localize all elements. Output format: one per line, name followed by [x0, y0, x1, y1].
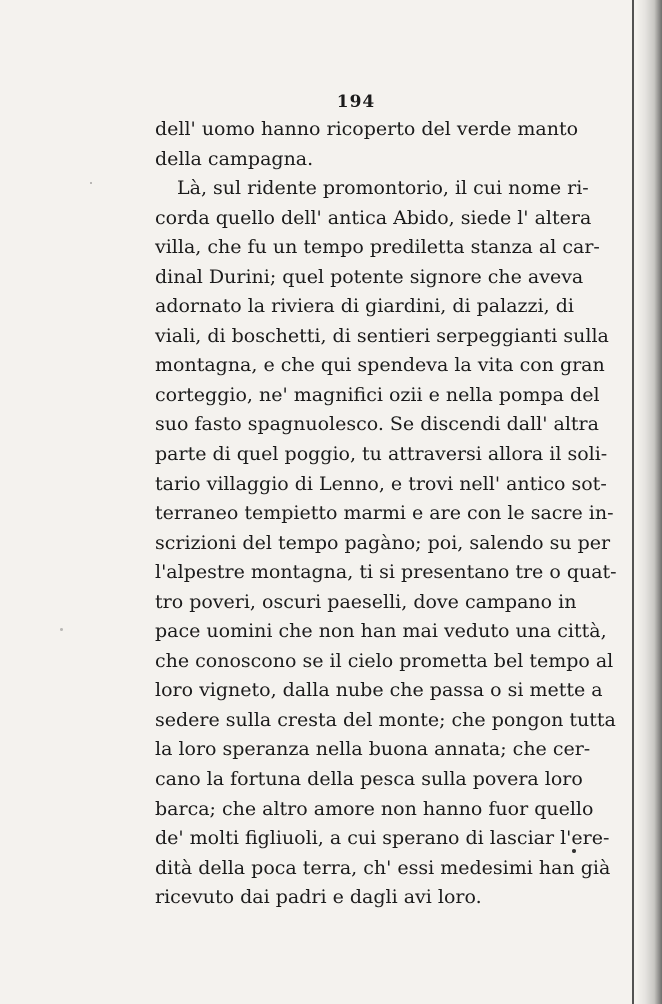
text-line: Là, sul ridente promontorio, il cui nome ri-: [177, 177, 589, 200]
page-edge-line: [632, 0, 634, 1004]
text-line: tario villaggio di Lenno, e trovi nell' antico sot-: [155, 472, 607, 495]
text-line: montagna, e che qui spendeva la vita con gran: [155, 354, 605, 377]
text-line: scrizioni del tempo pagàno; poi, salendo su per: [155, 531, 611, 554]
text-line: terraneo tempietto marmi e are con le sacre in-: [155, 502, 614, 525]
ink-speck: [60, 628, 63, 631]
text-line: cano la fortuna della pesca sulla povera loro: [155, 768, 583, 791]
text-line: della campagna.: [155, 147, 314, 170]
text-line: dità della poca terra, ch' essi medesimi han già: [155, 856, 611, 879]
text-line: ricevuto dai padri e dagli avi loro.: [155, 886, 482, 909]
text-line: pace uomini che non han mai veduto una città,: [155, 620, 607, 643]
text-line: villa, che fu un tempo prediletta stanza al car-: [155, 236, 600, 259]
text-line: barca; che altro amore non hanno fuor quello: [155, 797, 594, 820]
text-line: che conoscono se il cielo prometta bel tempo al: [155, 649, 614, 672]
text-line: la loro speranza nella buona annata; che cer-: [155, 738, 591, 761]
ink-speck: [572, 849, 576, 853]
text-line: adornato la riviera di giardini, di palazzi, di: [155, 295, 574, 318]
text-line: l'alpestre montagna, ti si presentano tre o quat-: [155, 561, 617, 584]
text-line: loro vigneto, dalla nube che passa o si mette a: [155, 679, 603, 702]
page-gutter-shadow: [636, 0, 662, 1004]
text-line: viali, di boschetti, di sentieri serpeggianti sulla: [155, 324, 609, 347]
text-line: sedere sulla cresta del monte; che pongon tutta: [155, 708, 616, 731]
text-line: dinal Durini; quel potente signore che aveva: [155, 265, 584, 288]
ink-speck: [90, 182, 92, 184]
text-line: de' molti figliuoli, a cui sperano di lasciar l'ere-: [155, 827, 610, 850]
text-line: tro poveri, oscuri paeselli, dove campano in: [155, 590, 577, 613]
page-number: 194: [336, 92, 376, 112]
text-line: parte di quel poggio, tu attraversi allora il soli-: [155, 443, 608, 466]
body-text: [155, 115, 617, 913]
text-line: corda quello dell' antica Abido, siede l' altera: [155, 206, 592, 229]
text-line: dell' uomo hanno ricoperto del verde manto: [155, 118, 579, 140]
text-line: corteggio, ne' magnifici ozii e nella pompa del: [155, 383, 600, 406]
text-line: suo fasto spagnuolesco. Se discendi dall' altra: [155, 413, 599, 436]
